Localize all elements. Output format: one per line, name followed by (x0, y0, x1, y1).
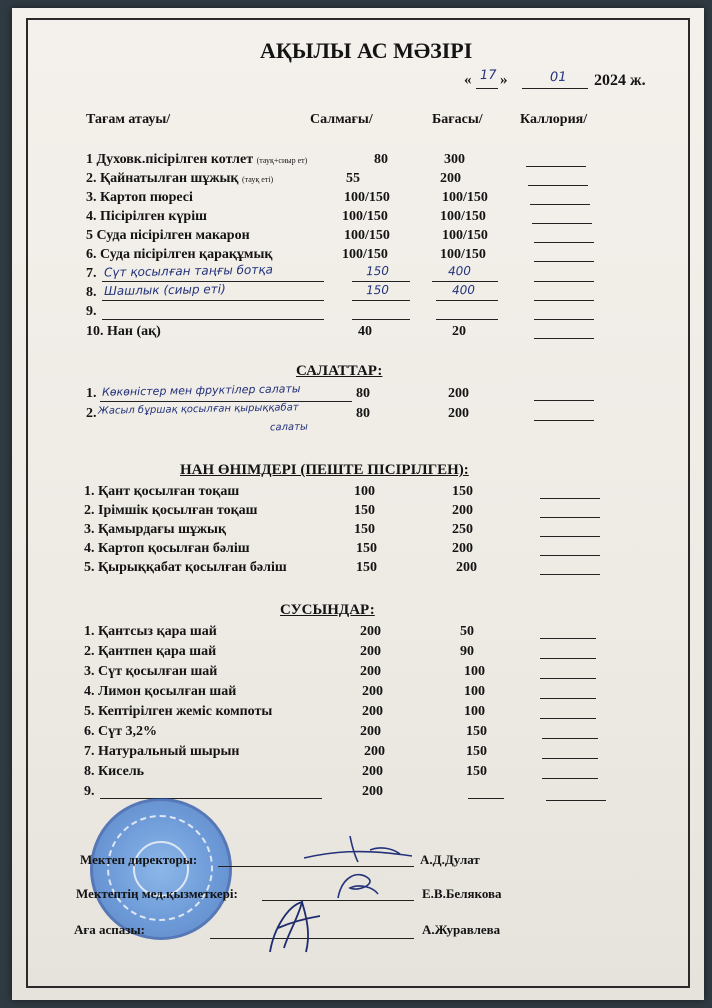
main-item-6-weight: 100/150 (342, 247, 388, 262)
main-item-5-price: 100/150 (442, 228, 488, 243)
main-item-8-weight-line (352, 300, 410, 301)
page-title: АҚЫЛЫ АС МӘЗІРІ (260, 38, 473, 63)
main-item-6-price: 100/150 (440, 247, 486, 262)
date-month: 01 (549, 69, 567, 86)
main-item-3-price: 100/150 (442, 190, 488, 205)
chef-signature-scribble (258, 898, 328, 958)
bakery-item-4-price: 200 (452, 541, 473, 556)
main-item-8-num: 8. (86, 285, 97, 300)
drink-4-name: 4. Лимон қосылған шай (84, 684, 237, 699)
main-item-7-num: 7. (86, 266, 97, 281)
drink-6-weight: 200 (360, 724, 381, 739)
bakery-item-1-weight: 100 (354, 484, 375, 499)
drink-8-calories-line (542, 778, 598, 779)
bakery-item-5-weight: 150 (356, 560, 377, 575)
header-weight: Салмағы/ (310, 112, 373, 127)
drink-2-name: 2. Қантпен қара шай (84, 644, 217, 659)
main-item-3-weight: 100/150 (344, 190, 390, 205)
main-item-8-name: Шашлык (сиыр еті) (103, 281, 226, 299)
bakery-item-1-price: 150 (452, 484, 473, 499)
drink-3-price: 100 (464, 664, 485, 679)
main-item-7-name: Сүт қосылған таңғы ботқа (103, 262, 273, 280)
school-seal-stamp (90, 798, 232, 940)
drink-5-calories-line (540, 718, 596, 719)
salad-1-weight: 80 (356, 386, 370, 401)
date-month-line (522, 88, 588, 89)
drink-1-name: 1. Қантсыз қара шай (84, 624, 217, 639)
main-item-4-calories-line (532, 223, 592, 224)
bakery-item-5-name: 5. Қырыққабат қосылған бәліш (84, 560, 287, 575)
main-item-8-price-line (436, 300, 498, 301)
drinks-heading: СУСЫНДАР: (280, 602, 375, 618)
drink-2-calories-line (540, 658, 596, 659)
bakery-item-2-price: 200 (452, 503, 473, 518)
main-item-7-weight: 150 (365, 263, 390, 279)
bakery-item-3-name: 3. Қамырдағы шұжық (84, 522, 227, 537)
main-item-5-name: 5 Суда пісірілген макарон (86, 228, 250, 243)
signature-chef-role: Аға аспазы: (74, 922, 146, 937)
bakery-item-4-weight: 150 (356, 541, 377, 556)
main-item-2-weight: 55 (346, 171, 360, 186)
header-calories: Каллория/ (520, 112, 588, 127)
drink-7-calories-line (542, 758, 598, 759)
bakery-item-1-name: 1. Қант қосылған тоқаш (84, 484, 240, 499)
drink-3-calories-line (540, 678, 596, 679)
drink-6-price: 150 (466, 724, 487, 739)
drink-7-price: 150 (466, 744, 487, 759)
main-item-1-name: 1 Духовк.пісірілген котлет (тауқ+сиыр ет) (86, 152, 308, 167)
bakery-item-2-calories-line (540, 517, 600, 518)
drink-4-calories-line (540, 698, 596, 699)
main-item-9-price-line (436, 319, 498, 320)
main-item-4-price: 100/150 (440, 209, 486, 224)
main-item-2-name: 2. Қайнатылған шұжық (тауқ еті) (86, 171, 274, 186)
main-item-10-weight: 40 (358, 324, 372, 339)
drink-5-price: 100 (464, 704, 485, 719)
main-item-1-calories-line (526, 166, 586, 167)
main-item-6-name: 6. Суда пісірілген қарақұмық (86, 247, 273, 262)
bakery-item-1-calories-line (540, 498, 600, 499)
bakery-item-3-calories-line (540, 536, 600, 537)
bakery-item-4-calories-line (540, 555, 600, 556)
drink-3-name: 3. Сүт қосылған шай (84, 664, 218, 679)
main-item-7-calories-line (534, 281, 594, 282)
main-item-3-calories-line (530, 204, 590, 205)
bakery-item-5-calories-line (540, 574, 600, 575)
salad-2-name: Жасыл бұршақ қосылған қырыққабат (97, 402, 299, 417)
salad-2-num: 2. (86, 406, 97, 421)
date-day-line (476, 88, 498, 89)
bakery-heading: НАН ӨНІМДЕРІ (ПЕШТЕ ПІСІРІЛГЕН): (180, 462, 469, 478)
salad-1-calories-line (534, 400, 594, 401)
drink-4-price: 100 (464, 684, 485, 699)
drink-3-weight: 200 (360, 664, 381, 679)
signature-medic-role: Мектептің мед.қызметкері: (76, 886, 238, 901)
drink-9-calories-line (546, 800, 606, 801)
drink-2-price: 90 (460, 644, 474, 659)
main-item-4-name: 4. Пісірілген күріш (86, 209, 207, 224)
main-item-7-price-line (432, 281, 498, 282)
main-item-7-price: 400 (447, 263, 472, 279)
main-item-10-price: 20 (452, 324, 466, 339)
salad-1-name: Көкөністер мен фруктілер салаты (101, 382, 301, 399)
signature-medic-person: Е.В.Белякова (422, 886, 502, 901)
drink-9-num: 9. (84, 784, 95, 799)
signature-director-role: Мектеп директоры: (80, 852, 198, 867)
salads-heading: САЛАТТАР: (296, 363, 383, 379)
main-item-4-weight: 100/150 (342, 209, 388, 224)
salad-1-price: 200 (448, 386, 469, 401)
main-item-9-name-line (102, 319, 324, 320)
main-item-1-price: 300 (444, 152, 465, 167)
salad-2-name-cont: салаты (269, 421, 308, 434)
signature-chef-person: А.Журавлева (422, 922, 501, 937)
main-item-8-price: 400 (451, 282, 476, 298)
drink-6-calories-line (542, 738, 598, 739)
main-item-5-weight: 100/150 (344, 228, 390, 243)
drink-1-calories-line (540, 638, 596, 639)
bakery-item-2-name: 2. Ірімшік қосылған тоқаш (84, 503, 258, 518)
main-item-5-calories-line (534, 242, 594, 243)
main-item-9-num: 9. (86, 304, 97, 319)
date-close-quote: » (500, 72, 508, 88)
main-item-10-calories-line (534, 338, 594, 339)
drink-9-price-line (468, 798, 504, 799)
main-item-9-weight-line (352, 319, 410, 320)
drink-8-price: 150 (466, 764, 487, 779)
salad-2-weight: 80 (356, 406, 370, 421)
drink-5-name: 5. Кептірілген жеміс компоты (84, 704, 273, 719)
salad-1-num: 1. (86, 386, 97, 401)
signature-director-person: А.Д.Дулат (420, 852, 480, 867)
drink-4-weight: 200 (362, 684, 383, 699)
drink-8-weight: 200 (362, 764, 383, 779)
salad-1-name-line (100, 401, 352, 402)
main-item-9-calories-line (534, 319, 594, 320)
bakery-item-4-name: 4. Картоп қосылған бәліш (84, 541, 250, 556)
main-item-2-calories-line (528, 185, 588, 186)
menu-sheet (12, 8, 704, 1000)
main-item-3-name: 3. Картоп пюресі (86, 190, 193, 205)
drink-5-weight: 200 (362, 704, 383, 719)
main-item-7-weight-line (352, 281, 410, 282)
drink-1-price: 50 (460, 624, 474, 639)
drink-6-name: 6. Сүт 3,2% (84, 724, 157, 739)
bakery-item-3-price: 250 (452, 522, 473, 537)
bakery-item-5-price: 200 (456, 560, 477, 575)
header-name: Тағам атауы/ (86, 112, 171, 127)
bakery-item-2-weight: 150 (354, 503, 375, 518)
drink-9-weight: 200 (362, 784, 383, 799)
main-item-8-name-line (102, 300, 324, 301)
drink-1-weight: 200 (360, 624, 381, 639)
drink-8-name: 8. Кисель (84, 764, 145, 779)
main-item-1-weight: 80 (374, 152, 388, 167)
main-item-8-weight: 150 (365, 282, 390, 298)
salad-2-calories-line (534, 420, 594, 421)
main-item-8-calories-line (534, 300, 594, 301)
date-open-quote: « (464, 72, 472, 88)
main-item-2-price: 200 (440, 171, 461, 186)
date-day: 17 (479, 67, 497, 84)
drink-7-weight: 200 (364, 744, 385, 759)
drink-9-name-line (100, 798, 322, 799)
date-year: 2024 ж. (594, 72, 646, 89)
header-price: Бағасы/ (432, 112, 483, 127)
medic-signature-scribble (328, 866, 388, 906)
drink-2-weight: 200 (360, 644, 381, 659)
drink-7-name: 7. Натуральный шырын (84, 744, 240, 759)
bakery-item-3-weight: 150 (354, 522, 375, 537)
main-item-10-name: 10. Нан (ақ) (86, 324, 161, 339)
main-item-6-calories-line (534, 261, 594, 262)
salad-2-price: 200 (448, 406, 469, 421)
